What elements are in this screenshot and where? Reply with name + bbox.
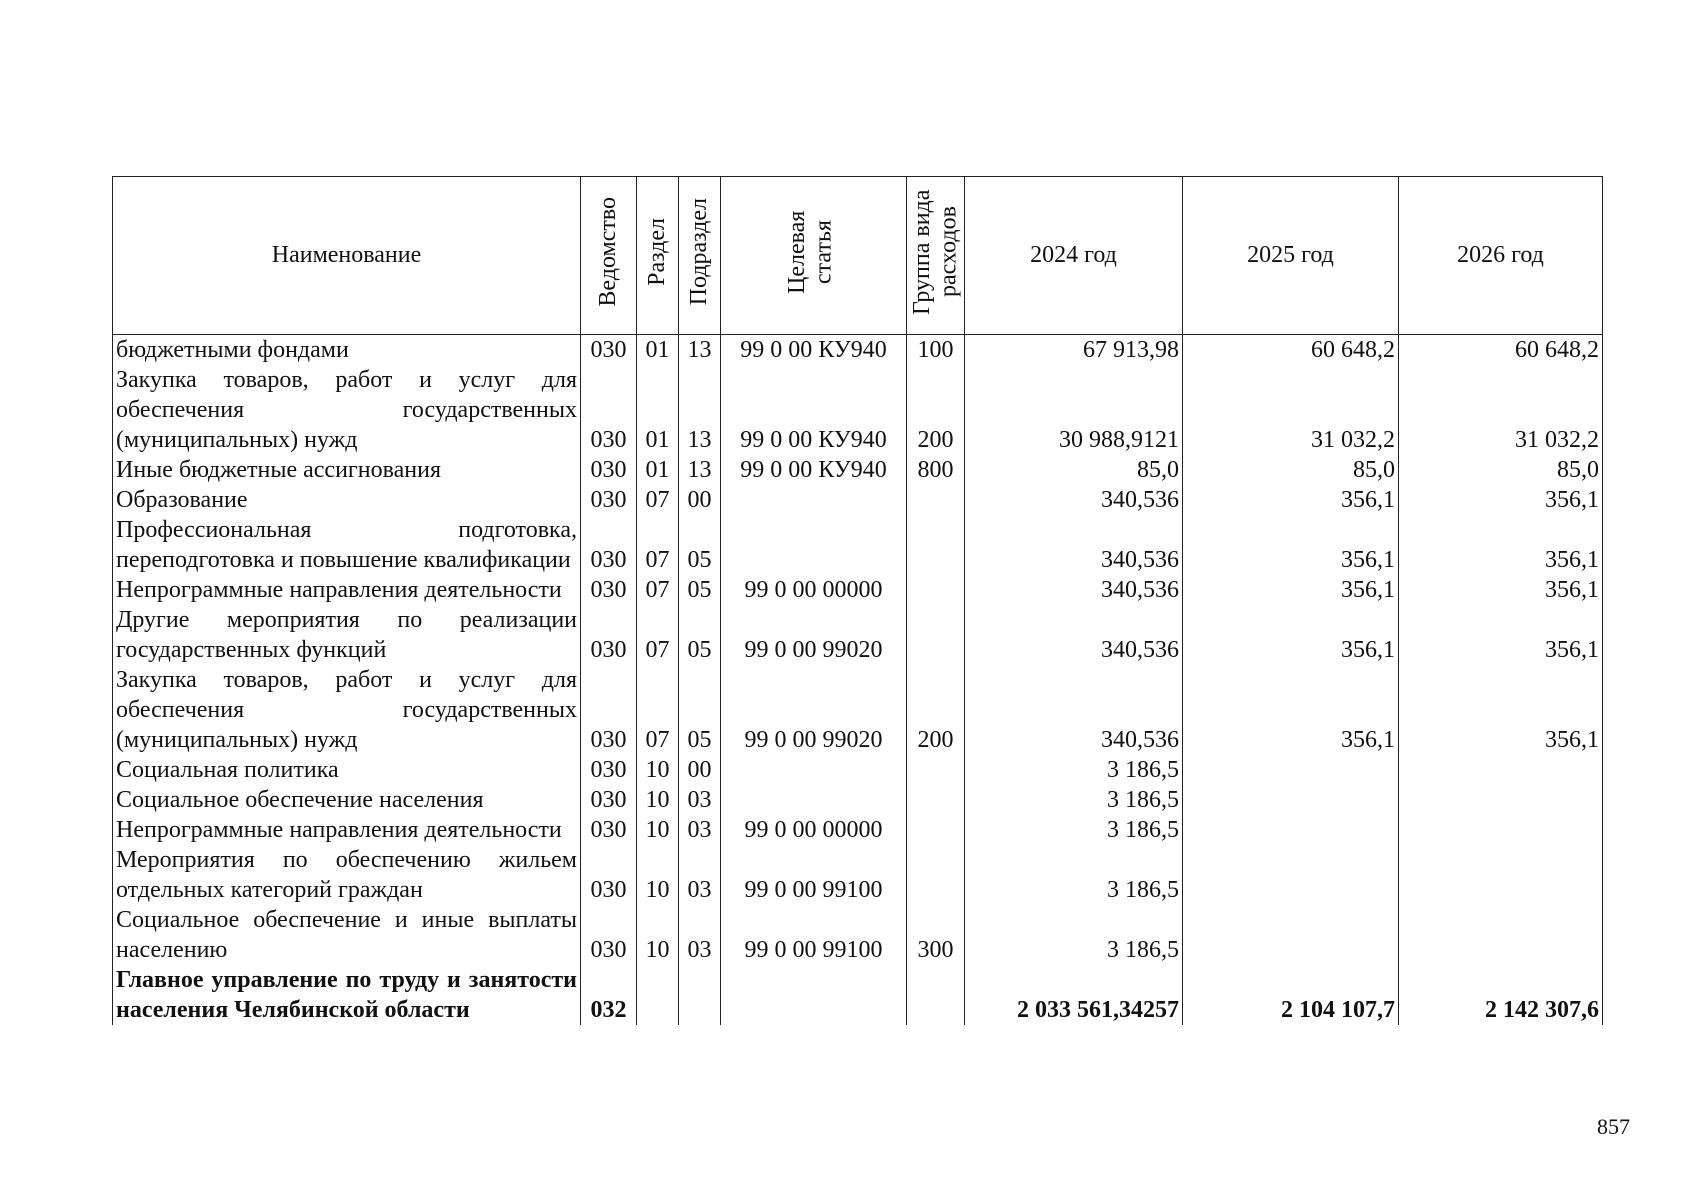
- cell-y2025: 356,1: [1183, 575, 1399, 605]
- cell-y2025: 31 032,2: [1183, 365, 1399, 455]
- cell-group: 200: [907, 665, 965, 755]
- cell-dept: 030: [581, 755, 637, 785]
- cell-group: 200: [907, 365, 965, 455]
- cell-y2026: [1399, 845, 1603, 905]
- cell-y2026: [1399, 755, 1603, 785]
- table-row: [113, 755, 1603, 785]
- cell-y2026: 60 648,2: [1399, 335, 1603, 366]
- cell-group: [907, 965, 965, 1025]
- cell-dept: 030: [581, 605, 637, 665]
- cell-y2026: 356,1: [1399, 575, 1603, 605]
- cell-target: [721, 515, 907, 575]
- cell-section: 10: [637, 785, 679, 815]
- cell-subsection: 03: [679, 905, 721, 965]
- cell-group: [907, 485, 965, 515]
- cell-name: бюджетными фондами: [113, 335, 581, 366]
- cell-name: Профессиональная подготовка, переподготовка и повышение квалификации: [113, 515, 581, 575]
- cell-subsection: 13: [679, 365, 721, 455]
- cell-y2024: 340,536: [965, 605, 1183, 665]
- cell-y2025: [1183, 845, 1399, 905]
- cell-name: Социальная политика: [113, 755, 581, 785]
- cell-y2025: [1183, 905, 1399, 965]
- table-row: [113, 485, 1603, 515]
- cell-y2024: 3 186,5: [965, 905, 1183, 965]
- table-row: [113, 575, 1603, 605]
- table-header-row: [113, 177, 1603, 335]
- header-2025: 2025 год: [1183, 177, 1399, 335]
- table-row: [113, 785, 1603, 815]
- cell-y2025: 85,0: [1183, 455, 1399, 485]
- header-group: Группа вида расходов: [907, 177, 965, 335]
- cell-target: 99 0 00 00000: [721, 575, 907, 605]
- cell-y2026: [1399, 785, 1603, 815]
- cell-dept: 030: [581, 485, 637, 515]
- cell-group: 300: [907, 905, 965, 965]
- cell-subsection: 03: [679, 785, 721, 815]
- cell-dept: 030: [581, 845, 637, 905]
- cell-group: [907, 605, 965, 665]
- cell-section: 01: [637, 455, 679, 485]
- table-row: [113, 845, 1603, 905]
- header-target: Целевая статья: [721, 177, 907, 335]
- cell-name: Образование: [113, 485, 581, 515]
- table-row: [113, 605, 1603, 665]
- table-body: [113, 335, 1603, 1026]
- cell-y2026: 2 142 307,6: [1399, 965, 1603, 1025]
- cell-subsection: [679, 965, 721, 1025]
- cell-name: Закупка товаров, работ и услуг для обеспечения государственных (муниципальных) нужд: [113, 365, 581, 455]
- header-dept: Ведомство: [581, 177, 637, 335]
- cell-y2025: 2 104 107,7: [1183, 965, 1399, 1025]
- cell-subsection: 05: [679, 665, 721, 755]
- cell-y2025: 356,1: [1183, 665, 1399, 755]
- cell-dept: 030: [581, 815, 637, 845]
- cell-name: Мероприятия по обеспечению жильем отдельных категорий граждан: [113, 845, 581, 905]
- cell-y2026: 356,1: [1399, 605, 1603, 665]
- cell-target: [721, 485, 907, 515]
- cell-name: Другие мероприятия по реализации государственных функций: [113, 605, 581, 665]
- cell-y2024: 3 186,5: [965, 815, 1183, 845]
- cell-y2024: 3 186,5: [965, 845, 1183, 905]
- cell-subsection: 05: [679, 515, 721, 575]
- cell-dept: 030: [581, 455, 637, 485]
- cell-y2025: [1183, 815, 1399, 845]
- cell-section: 07: [637, 665, 679, 755]
- table-row: [113, 965, 1603, 1025]
- cell-name: Непрограммные направления деятельности: [113, 815, 581, 845]
- cell-y2025: 356,1: [1183, 485, 1399, 515]
- cell-y2024: 340,536: [965, 515, 1183, 575]
- cell-section: 10: [637, 845, 679, 905]
- cell-y2026: 31 032,2: [1399, 365, 1603, 455]
- cell-group: [907, 755, 965, 785]
- table-row: [113, 515, 1603, 575]
- cell-target: 99 0 00 99020: [721, 605, 907, 665]
- cell-dept: 030: [581, 785, 637, 815]
- cell-name: Закупка товаров, работ и услуг для обеспечения государственных (муниципальных) нужд: [113, 665, 581, 755]
- cell-name: Непрограммные направления деятельности: [113, 575, 581, 605]
- cell-section: 10: [637, 815, 679, 845]
- table-row: [113, 335, 1603, 366]
- table-row: [113, 365, 1603, 455]
- cell-name: Главное управление по труду и занятости населения Челябинской области: [113, 965, 581, 1025]
- cell-target: 99 0 00 00000: [721, 815, 907, 845]
- cell-group: [907, 575, 965, 605]
- cell-target: 99 0 00 99020: [721, 665, 907, 755]
- cell-dept: 030: [581, 905, 637, 965]
- table-row: [113, 815, 1603, 845]
- cell-target: 99 0 00 КУ940: [721, 455, 907, 485]
- header-name: Наименование: [113, 177, 581, 335]
- cell-y2024: 2 033 561,34257: [965, 965, 1183, 1025]
- cell-y2025: 356,1: [1183, 515, 1399, 575]
- cell-section: 07: [637, 575, 679, 605]
- cell-y2024: 340,536: [965, 665, 1183, 755]
- cell-name: Иные бюджетные ассигнования: [113, 455, 581, 485]
- table-row: [113, 905, 1603, 965]
- cell-y2024: 3 186,5: [965, 785, 1183, 815]
- cell-section: 07: [637, 485, 679, 515]
- cell-y2024: 67 913,98: [965, 335, 1183, 366]
- header-section: Раздел: [637, 177, 679, 335]
- cell-y2024: 340,536: [965, 575, 1183, 605]
- cell-section: 07: [637, 515, 679, 575]
- cell-y2026: [1399, 815, 1603, 845]
- cell-y2025: [1183, 785, 1399, 815]
- cell-section: [637, 965, 679, 1025]
- cell-subsection: 00: [679, 755, 721, 785]
- cell-group: [907, 815, 965, 845]
- cell-section: 10: [637, 755, 679, 785]
- cell-target: 99 0 00 99100: [721, 905, 907, 965]
- page-number: 857: [1597, 1114, 1630, 1139]
- header-2024: 2024 год: [965, 177, 1183, 335]
- table-row: [113, 455, 1603, 485]
- cell-y2025: 60 648,2: [1183, 335, 1399, 366]
- cell-group: [907, 845, 965, 905]
- cell-group: [907, 515, 965, 575]
- cell-y2024: 30 988,9121: [965, 365, 1183, 455]
- table-row: [113, 665, 1603, 755]
- cell-dept: 030: [581, 515, 637, 575]
- cell-subsection: 05: [679, 575, 721, 605]
- cell-section: 01: [637, 365, 679, 455]
- cell-group: 800: [907, 455, 965, 485]
- cell-subsection: 13: [679, 335, 721, 366]
- cell-group: 100: [907, 335, 965, 366]
- cell-dept: 032: [581, 965, 637, 1025]
- cell-subsection: 03: [679, 845, 721, 905]
- cell-target: [721, 965, 907, 1025]
- cell-y2024: 340,536: [965, 485, 1183, 515]
- cell-y2026: 356,1: [1399, 515, 1603, 575]
- cell-section: 10: [637, 905, 679, 965]
- cell-y2026: 356,1: [1399, 485, 1603, 515]
- cell-subsection: 13: [679, 455, 721, 485]
- cell-dept: 030: [581, 665, 637, 755]
- cell-dept: 030: [581, 365, 637, 455]
- cell-target: [721, 755, 907, 785]
- cell-section: 01: [637, 335, 679, 366]
- cell-dept: 030: [581, 575, 637, 605]
- cell-dept: 030: [581, 335, 637, 366]
- cell-section: 07: [637, 605, 679, 665]
- cell-group: [907, 785, 965, 815]
- budget-table: [112, 176, 1603, 1025]
- cell-y2024: 85,0: [965, 455, 1183, 485]
- cell-y2026: [1399, 905, 1603, 965]
- cell-y2026: 356,1: [1399, 665, 1603, 755]
- cell-y2025: [1183, 755, 1399, 785]
- cell-target: 99 0 00 99100: [721, 845, 907, 905]
- cell-subsection: 03: [679, 815, 721, 845]
- cell-name: Социальное обеспечение и иные выплаты населению: [113, 905, 581, 965]
- cell-subsection: 00: [679, 485, 721, 515]
- cell-target: 99 0 00 КУ940: [721, 365, 907, 455]
- cell-subsection: 05: [679, 605, 721, 665]
- cell-y2025: 356,1: [1183, 605, 1399, 665]
- cell-target: 99 0 00 КУ940: [721, 335, 907, 366]
- cell-name: Социальное обеспечение населения: [113, 785, 581, 815]
- header-2026: 2026 год: [1399, 177, 1603, 335]
- cell-y2026: 85,0: [1399, 455, 1603, 485]
- cell-target: [721, 785, 907, 815]
- cell-y2024: 3 186,5: [965, 755, 1183, 785]
- header-subsection: Подраздел: [679, 177, 721, 335]
